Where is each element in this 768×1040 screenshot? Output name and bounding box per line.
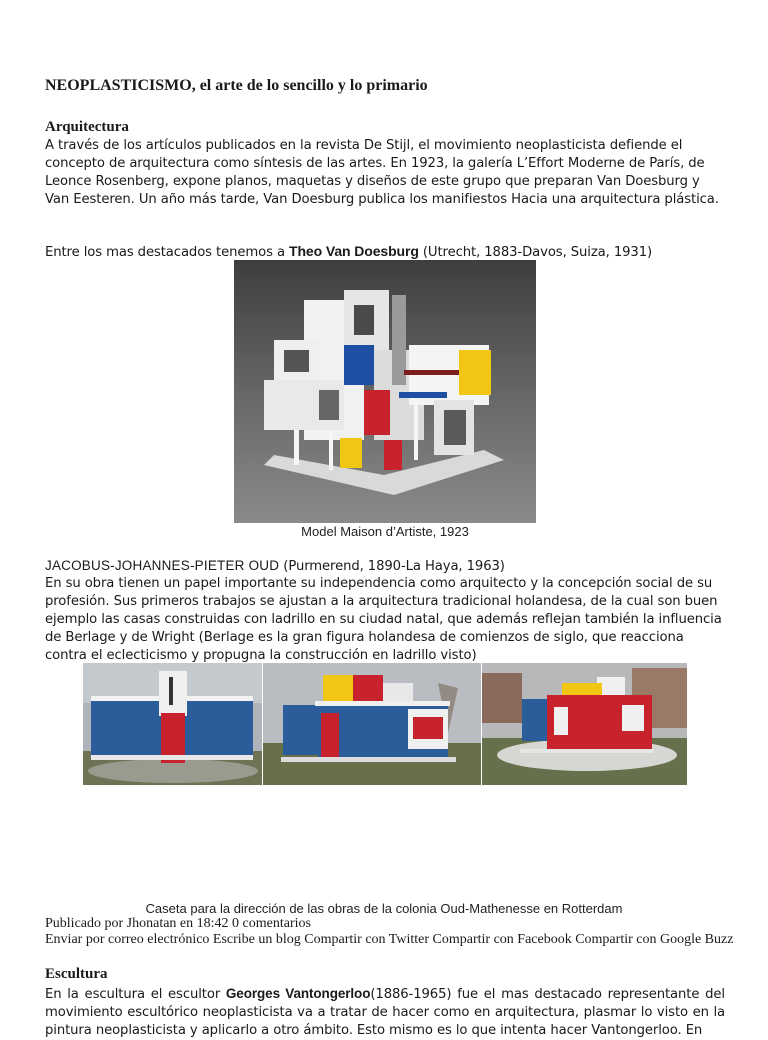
oud-caseta-caption: Caseta para la dirección de las obras de la colonia Oud-Mathenesse en Rotterdam [145, 901, 623, 916]
post-published-line: Publicado por Jhonatan en 18:42 0 comentarios [45, 916, 311, 931]
section-heading-arquitectura: Arquitectura [45, 119, 129, 135]
oud-caseta-photo-front [83, 663, 262, 785]
oud-name: JACOBUS-JOHANNES-PIETER OUD [45, 558, 280, 573]
doesburg-intro-text: Entre los mas destacados tenemos a [45, 245, 290, 260]
escultura-rest: (1886-1965) fue el mas destacado representante del movimiento escultórico neoplasticista va a tratar de hacer como en arquitectura, plasmar lo visto en la pintura neoplasticista y aplicarlo a otro ámbito. Esto mismo es lo que intenta hacer Vantongerloo. En [45, 987, 725, 1038]
doesburg-dates: (Utrecht, 1883-Davos, Suiza, 1931) [418, 245, 653, 260]
section-heading-escultura: Escultura [45, 966, 108, 982]
paragraph-escultura [45, 985, 725, 1040]
escultura-intro: En la escultura el escultor [45, 987, 226, 1002]
paragraph-arquitectura: A través de los artículos publicados en la revista De Stijl, el movimiento neoplasticista defiende el concepto de arquitectura como síntesis de las artes. En 1923, la galería L’Effort Moderne de París, de Leonce Rosenberg, expone planos, maquetas y diseños de este grupo que preparan Van Doesburg y Van Eesteren. Un año más tarde, Van Doesburg publica los manifiestos Hacia una arquitectura plástica. [45, 138, 719, 207]
oud-dates: (Purmerend, 1890-La Haya, 1963) [279, 559, 505, 574]
document-title: NEOPLASTICISMO, el arte de lo sencillo y lo primario [45, 77, 428, 94]
doesburg-intro-line [45, 242, 725, 262]
oud-heading-line [45, 557, 725, 576]
maison-artiste-model-photo [234, 260, 536, 523]
oud-caseta-photo-corner [482, 663, 687, 785]
vantongerloo-name: Georges Vantongerloo [225, 986, 371, 1001]
doesburg-name: Theo Van Doesburg [289, 243, 419, 259]
post-share-links[interactable]: Enviar por correo electrónico Escribe un blog Compartir con Twitter Compartir con Facebook Compartir con Google Buzz [45, 932, 734, 947]
oud-caseta-photo-side [263, 663, 481, 785]
maison-artiste-caption: Model Maison d’Artiste, 1923 [301, 524, 469, 539]
paragraph-oud: En su obra tienen un papel importante su independencia como arquitecto y la concepción social de su profesión. Sus primeros trabajos se ajustan a la arquitectura tradicional holandesa, de la cual son buen ejemplo las casas construidas con ladrillo en su ciudad natal, que además reflejan también la influencia de Berlage y de Wright (Berlage es la gran figura holandesa de comienzos de siglo, que reacciona contra el eclecticismo y propugna la construcción en ladrillo visto) [45, 576, 722, 663]
